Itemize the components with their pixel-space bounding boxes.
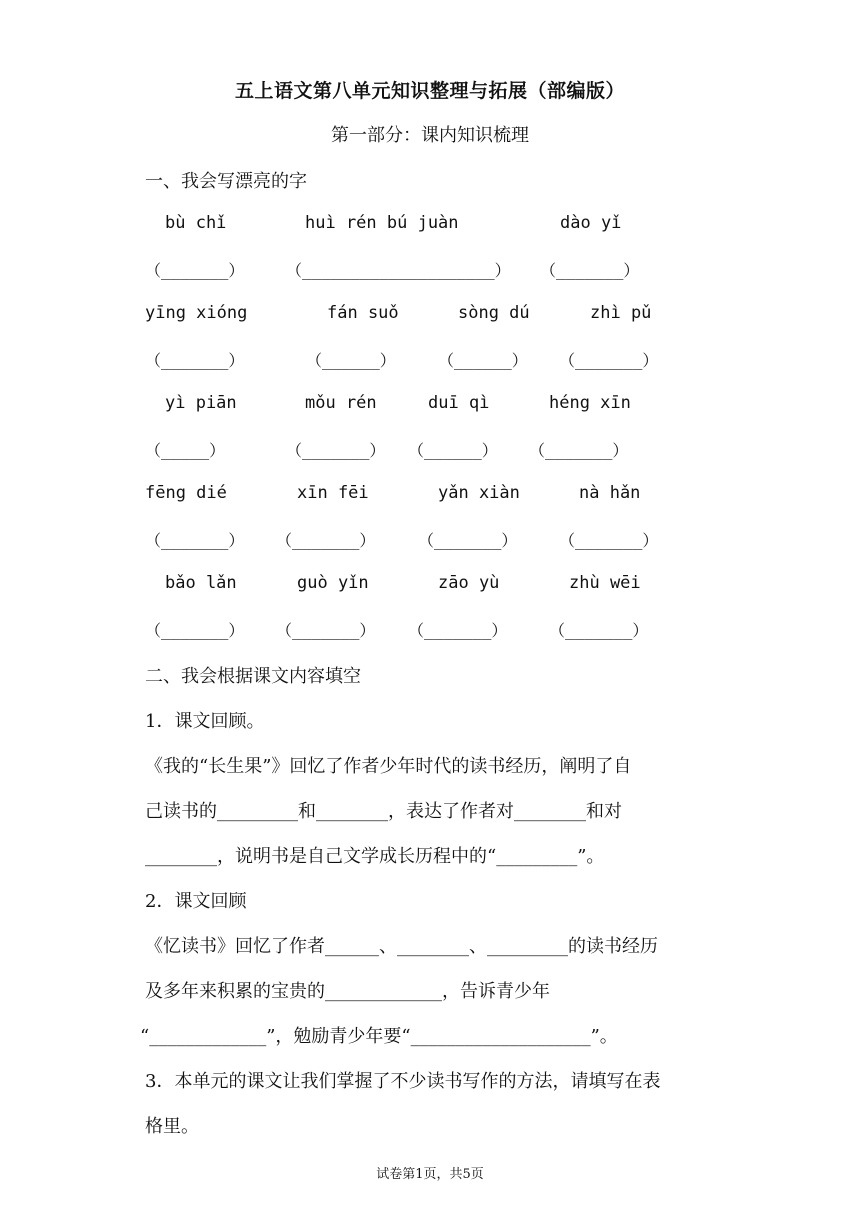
pinyin: duī qì [428,393,490,413]
pinyin: bù chǐ [165,213,227,233]
answer-blank[interactable]: （_______） [276,531,376,550]
pinyin: nà hǎn [579,483,641,503]
answer-blank[interactable]: （_______） [145,531,245,550]
pinyin: yīng xióng [145,303,248,323]
answer-blank[interactable]: （_______） [540,261,640,280]
pinyin: zhì pǔ [590,303,652,323]
answer-blank[interactable]: （_______） [559,351,659,370]
part-subtitle: 第一部分：课内知识梳理 [331,125,529,146]
pinyin: xīn fēi [297,483,369,503]
answer-blank[interactable]: （_______） [529,441,629,460]
pinyin: mǒu rén [305,393,377,413]
question-3-line: 3．本单元的课文让我们掌握了不少读书写作的方法，请填写在表 [145,1071,661,1092]
question-3-line: 格里。 [145,1116,199,1137]
question-2-line[interactable]: “_____________”，勉励青少年要“____________________”。 [140,1026,618,1047]
answer-blank[interactable]: （_____） [145,441,226,460]
document-title: 五上语文第八单元知识整理与拓展（部编版） [234,80,625,102]
page-footer: 试卷第1页，共5页 [376,1167,484,1182]
pinyin: yǎn xiàn [438,483,520,503]
pinyin: fēng dié [145,483,227,503]
answer-blank[interactable]: （_______） [549,621,649,640]
answer-blank[interactable]: （____________________） [286,261,511,280]
pinyin: yì piān [165,393,237,413]
section-2-heading: 二、我会根据课文内容填空 [145,666,361,687]
answer-blank[interactable]: （_______） [286,441,386,460]
section-1-heading: 一、我会写漂亮的字 [145,171,307,192]
question-1-label: 1．课文回顾。 [145,711,265,732]
question-2-label: 2．课文回顾 [145,891,247,912]
answer-blank[interactable]: （_______） [559,531,659,550]
pinyin: sòng dú [458,303,530,323]
pinyin: huì rén bú juàn [305,213,459,233]
answer-blank[interactable]: （_______） [145,621,245,640]
pinyin: zhù wēi [569,573,641,593]
question-1-line[interactable]: ________，说明书是自己文学成长历程中的“_________”。 [145,846,605,867]
question-2-line[interactable]: 《忆读书》回忆了作者______、________、_________的读书经历 [145,936,658,957]
pinyin: guò yǐn [297,573,369,593]
answer-blank[interactable]: （______） [408,441,498,460]
question-2-line[interactable]: 及多年来积累的宝贵的_____________，告诉青少年 [145,981,550,1002]
answer-blank[interactable]: （_______） [408,621,508,640]
answer-blank[interactable]: （_______） [418,531,518,550]
question-1-line[interactable]: 己读书的_________和________，表达了作者对________和对 [145,801,622,822]
answer-blank[interactable]: （_______） [145,351,245,370]
pinyin: héng xīn [549,393,631,413]
question-1-line: 《我的“长生果”》回忆了作者少年时代的读书经历，阐明了自 [145,756,632,777]
answer-blank[interactable]: （______） [306,351,396,370]
pinyin: bǎo lǎn [165,573,237,593]
answer-blank[interactable]: （_______） [145,261,245,280]
pinyin: zāo yù [438,573,500,593]
pinyin: dào yǐ [560,213,622,233]
pinyin: fán suǒ [327,303,399,323]
answer-blank[interactable]: （______） [438,351,528,370]
answer-blank[interactable]: （_______） [276,621,376,640]
